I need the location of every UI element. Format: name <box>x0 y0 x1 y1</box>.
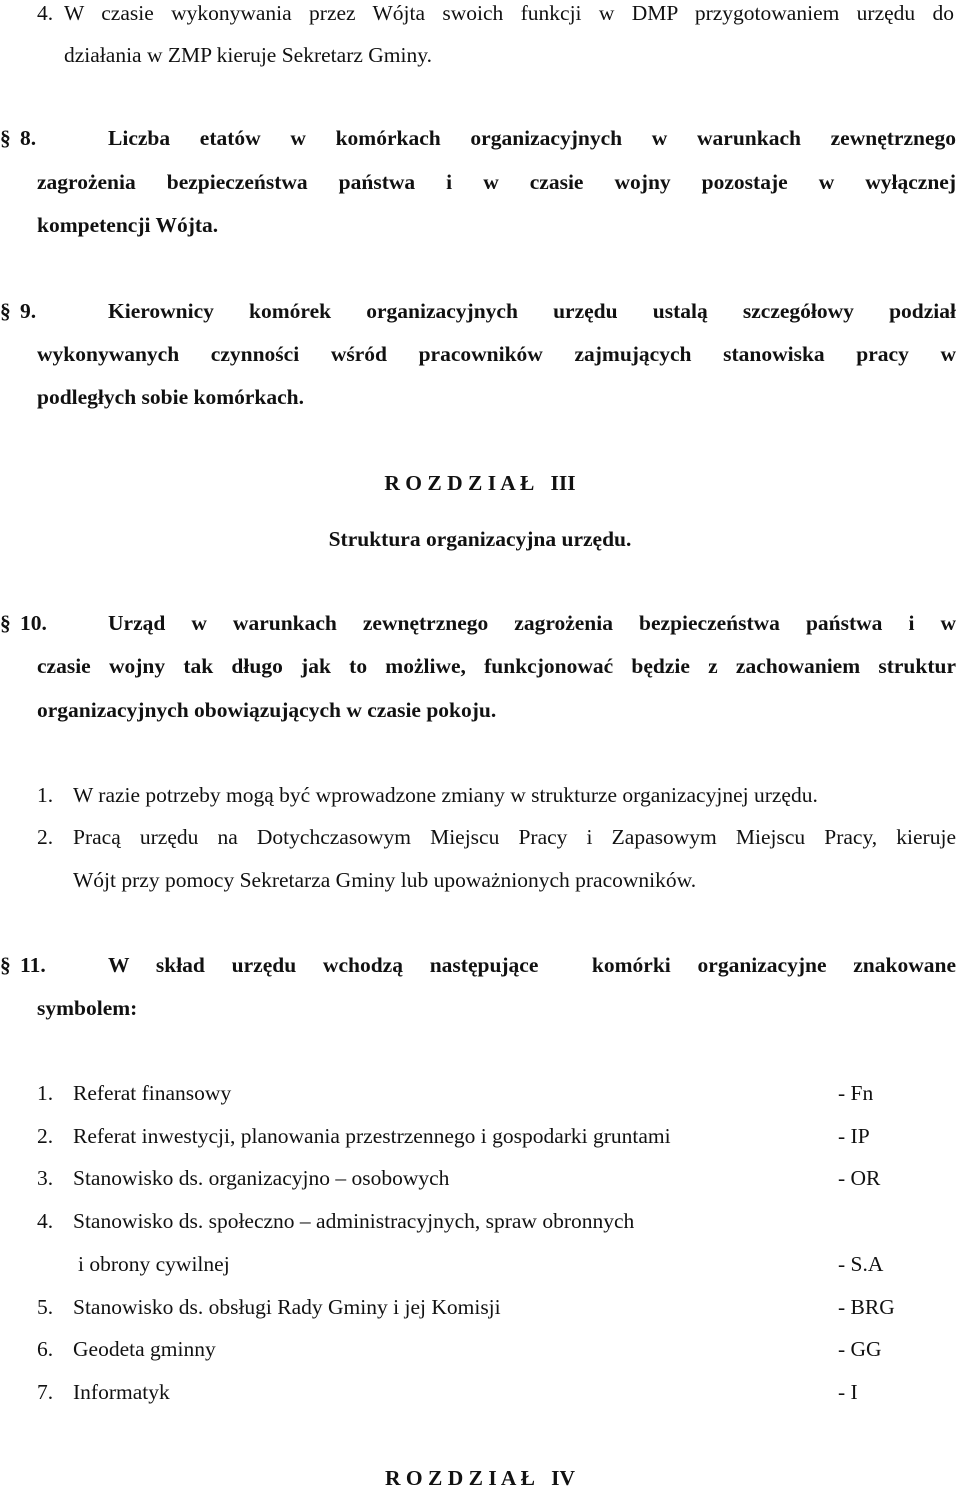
chapter-3-subtitle: Struktura organizacyjna urzędu. <box>328 527 632 551</box>
chapter-3-heading: R O Z D Z I A Ł III <box>384 471 576 495</box>
unit-3-symbol: - OR <box>838 1166 881 1190</box>
item-4-text-line-2: działania w ZMP kieruje Sekretarz Gminy. <box>64 43 432 67</box>
unit-1-symbol: - Fn <box>838 1081 874 1105</box>
section-10-number: 10. <box>20 611 47 635</box>
section-10-item-1-text: W razie potrzeby mogą być wprowadzone zmiany w strukturze organizacyjnej urzędu. <box>73 783 818 807</box>
section-9-line-3: podległych sobie komórkach. <box>37 385 304 409</box>
section-sign: § <box>0 299 11 323</box>
section-10-line-3: organizacyjnych obowiązujących w czasie pokoju. <box>37 698 497 722</box>
section-10-item-1-number: 1. <box>37 783 54 807</box>
unit-5-number: 5. <box>37 1295 54 1319</box>
section-10-line-2: czasie wojny tak długo jak to możliwe, funkcjonować będzie z zachowaniem struktur <box>37 654 956 678</box>
unit-2-name: Referat inwestycji, planowania przestrzennego i gospodarki gruntami <box>73 1124 671 1148</box>
unit-7-symbol: - I <box>838 1380 858 1404</box>
unit-5-symbol: - BRG <box>838 1295 895 1319</box>
section-8-line-2: zagrożenia bezpieczeństwa państwa i w czasie wojny pozostaje w wyłącznej <box>37 170 956 194</box>
section-sign: § <box>0 953 11 977</box>
unit-4-number: 4. <box>37 1209 54 1233</box>
section-9-line-1: Kierownicy komórek organizacyjnych urzędu ustalą szczegółowy podział <box>108 299 956 323</box>
section-sign: § <box>0 611 11 635</box>
item-4-number: 4. <box>37 1 54 25</box>
chapter-4-heading: R O Z D Z I A Ł IV <box>385 1466 575 1490</box>
unit-1-number: 1. <box>37 1081 54 1105</box>
section-8-line-1: Liczba etatów w komórkach organizacyjnych w warunkach zewnętrznego <box>108 126 956 150</box>
section-9-number: 9. <box>20 299 37 323</box>
section-sign: § <box>0 126 11 150</box>
unit-7-number: 7. <box>37 1380 54 1404</box>
section-9-line-2: wykonywanych czynności wśród pracowników zajmujących stanowiska pracy w <box>37 342 956 366</box>
section-8-number: 8. <box>20 126 37 150</box>
unit-4-name-continued: i obrony cywilnej <box>78 1252 230 1276</box>
unit-6-number: 6. <box>37 1337 54 1361</box>
unit-3-name: Stanowisko ds. organizacyjno – osobowych <box>73 1166 450 1190</box>
item-4-text-line-1: W czasie wykonywania przez Wójta swoich funkcji w DMP przygotowaniem urzędu do <box>64 1 954 25</box>
section-10-item-2-number: 2. <box>37 825 54 849</box>
section-11-line-1: W skład urzędu wchodzą następujące komórki organizacyjne znakowane <box>108 953 956 977</box>
unit-4-symbol: - S.A <box>838 1252 884 1276</box>
section-11-line-2: symbolem: <box>37 996 138 1020</box>
unit-2-symbol: - IP <box>838 1124 870 1148</box>
section-8-line-3: kompetencji Wójta. <box>37 213 219 237</box>
unit-2-number: 2. <box>37 1124 54 1148</box>
unit-6-symbol: - GG <box>838 1337 882 1361</box>
unit-7-name: Informatyk <box>73 1380 170 1404</box>
unit-3-number: 3. <box>37 1166 54 1190</box>
section-10-item-2-line-2: Wójt przy pomocy Sekretarza Gminy lub upoważnionych pracowników. <box>73 868 697 892</box>
section-10-line-1: Urząd w warunkach zewnętrznego zagrożenia bezpieczeństwa państwa i w <box>108 611 956 635</box>
unit-1-name: Referat finansowy <box>73 1081 232 1105</box>
unit-5-name: Stanowisko ds. obsługi Rady Gminy i jej Komisji <box>73 1295 501 1319</box>
unit-6-name: Geodeta gminny <box>73 1337 216 1361</box>
section-10-item-2-line-1: Pracą urzędu na Dotychczasowym Miejscu Pracy i Zapasowym Miejscu Pracy, kieruje <box>73 825 956 849</box>
unit-4-name: Stanowisko ds. społeczno – administracyjnych, spraw obronnych <box>73 1209 635 1233</box>
section-11-number: 11. <box>20 953 46 977</box>
